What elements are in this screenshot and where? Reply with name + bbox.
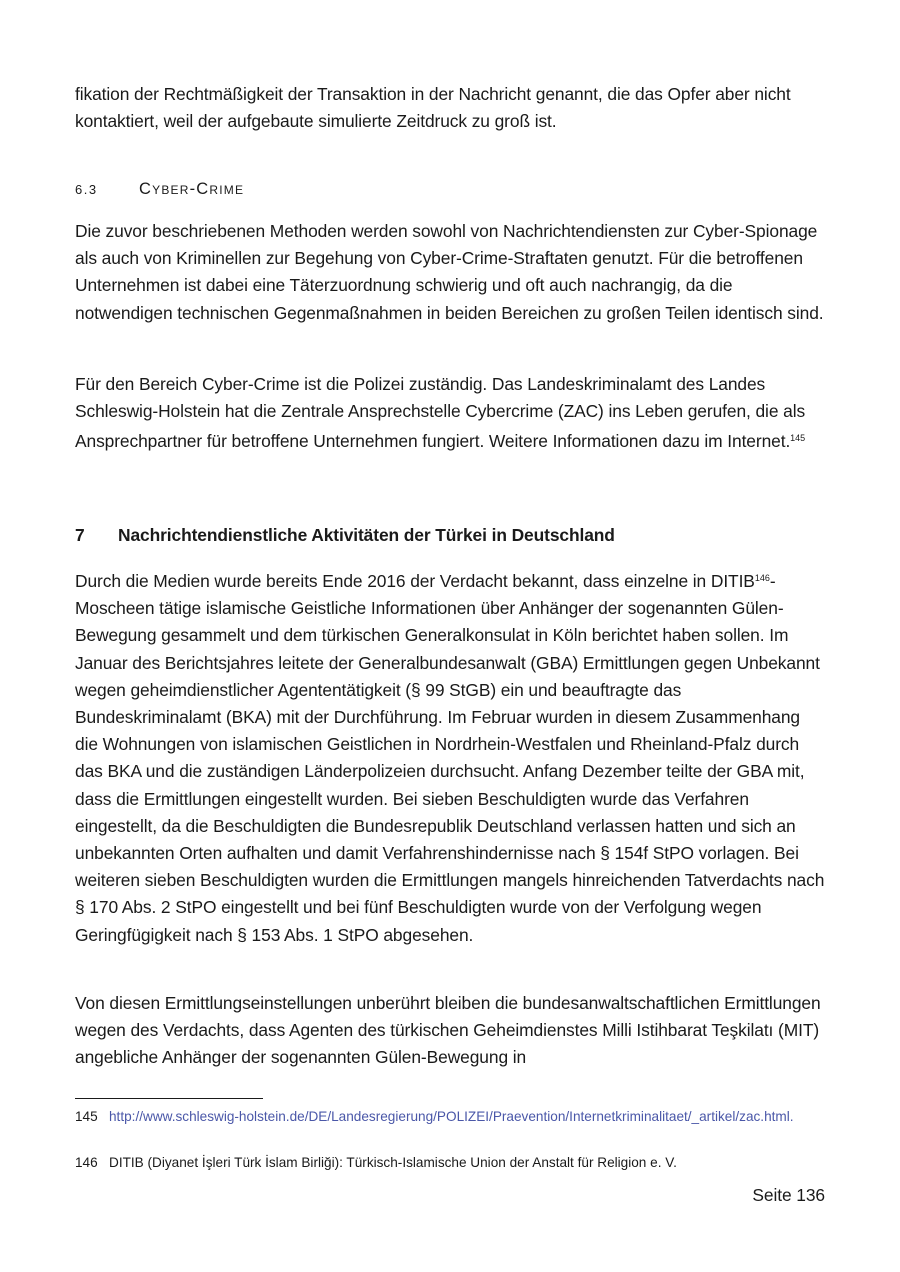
footnote-text: DITIB (Diyanet İşleri Türk İslam Birliği): Türkisch-Islamische Union der Anstalt für Religion e. V. bbox=[109, 1155, 677, 1170]
paragraph-text-start: Durch die Medien wurde bereits Ende 2016 der Verdacht bekannt, dass einzelne in DITIB bbox=[75, 571, 755, 591]
footnote-number: 146 bbox=[75, 1155, 98, 1170]
paragraph-ditib bbox=[75, 565, 825, 949]
footnote-ref-145[interactable]: 145 bbox=[790, 433, 806, 444]
footnote-145 bbox=[75, 1106, 825, 1127]
footnote-link[interactable]: http://www.schleswig-holstein.de/DE/Landesregierung/POLIZEI/Praevention/Internetkriminalitaet/_artikel/zac.html. bbox=[109, 1109, 794, 1124]
paragraph-text-rest: -Moscheen tätige islamische Geistliche Informationen über Anhänger der sogenannten Gülen-Bewegung gesammelt und dem türkischen Generalkonsulat in Köln berichtet haben sollen. Im Januar des Berichtsjahres leitete der Generalbundesanwalt (GBA) Ermittlungen gegen Unbekannt wegen geheimdienstlicher Agententätigkeit (§ 99 StGB) ein und beauftragte das Bundeskriminalamt (BKA) mit der Durchführung. Im Februar wurden in diesem Zusammenhang die Wohnungen von islamischen Geistlichen in Nordrhein-Westfalen und Rheinland-Pfalz durch das BKA und die zuständigen Länderpolizeien durchsucht. Anfang Dezember teilte der GBA mit, dass die Ermittlungen eingestellt wurden. Bei sieben Beschuldigten wurde das Verfahren eingestellt, da die Beschuldigten die Bundesrepublik Deutschland verlassen hatten und sich an unbekannten Orten aufhalten und damit Verfahrenshindernisse nach § 154f StPO vorlagen. Bei weiteren sieben Beschuldigten wurden die Ermittlungen mangels hinreichenden Tatverdachts nach § 170 Abs. 2 StPO eingestellt und bei fünf Beschuldigten wurde von der Verfolgung wegen Geringfügigkeit nach § 153 Abs. 1 StPO abgesehen. bbox=[75, 571, 825, 945]
section-title: Nachrichtendienstliche Aktivitäten der Türkei in Deutschland bbox=[118, 525, 615, 545]
paragraph-text: Für den Bereich Cyber-Crime ist die Polizei zuständig. Das Landeskriminalamt des Landes Schleswig-Holstein hat die Zentrale Ansprechstelle Cybercrime (ZAC) ins Leben gerufen, die als Ansprechpartner für betroffene Unternehmen fungiert. Weitere Informationen dazu im Internet. bbox=[75, 374, 806, 452]
footnote-divider bbox=[75, 1098, 263, 1099]
page-number: Seite 136 bbox=[752, 1185, 825, 1205]
section-number: 7 bbox=[75, 525, 85, 545]
section-heading-6-3 bbox=[75, 180, 825, 199]
footnote-number: 145 bbox=[75, 1109, 98, 1124]
section-number: 6.3 bbox=[75, 182, 98, 197]
footnote-ref-146[interactable]: 146 bbox=[754, 573, 770, 583]
paragraph-mit: Von diesen Ermittlungseinstellungen unberührt bleiben die bundesanwaltschaftlichen Ermittlungen wegen des Verdachts, dass Agenten des türkischen Geheimdienstes Milli Istihbarat Teşkilatı (MIT) angebliche Anhänger der sogenannten Gülen-Bewegung in bbox=[75, 993, 821, 1068]
footnote-146 bbox=[75, 1152, 825, 1173]
paragraph-cyber-police bbox=[75, 371, 825, 456]
paragraph-cyber-methods: Die zuvor beschriebenen Methoden werden sowohl von Nachrichtendiensten zur Cyber-Spionage als auch von Kriminellen zur Begehung von Cyber-Crime-Straftaten genutzt. Für die betroffenen Unternehmen ist dabei eine Täterzuordnung schwierig und oft auch nachrangig, da die notwendigen technischen Gegenmaßnahmen in beiden Bereichen zu großen Teilen identisch sind. bbox=[75, 221, 824, 323]
section-title: Cyber-Crime bbox=[139, 180, 245, 198]
paragraph-continuation: fikation der Rechtmäßigkeit der Transaktion in der Nachricht genannt, die das Opfer aber nicht kontaktiert, weil der aufgebaute simulierte Zeitdruck zu groß ist. bbox=[75, 84, 791, 132]
section-heading-7 bbox=[75, 525, 825, 546]
